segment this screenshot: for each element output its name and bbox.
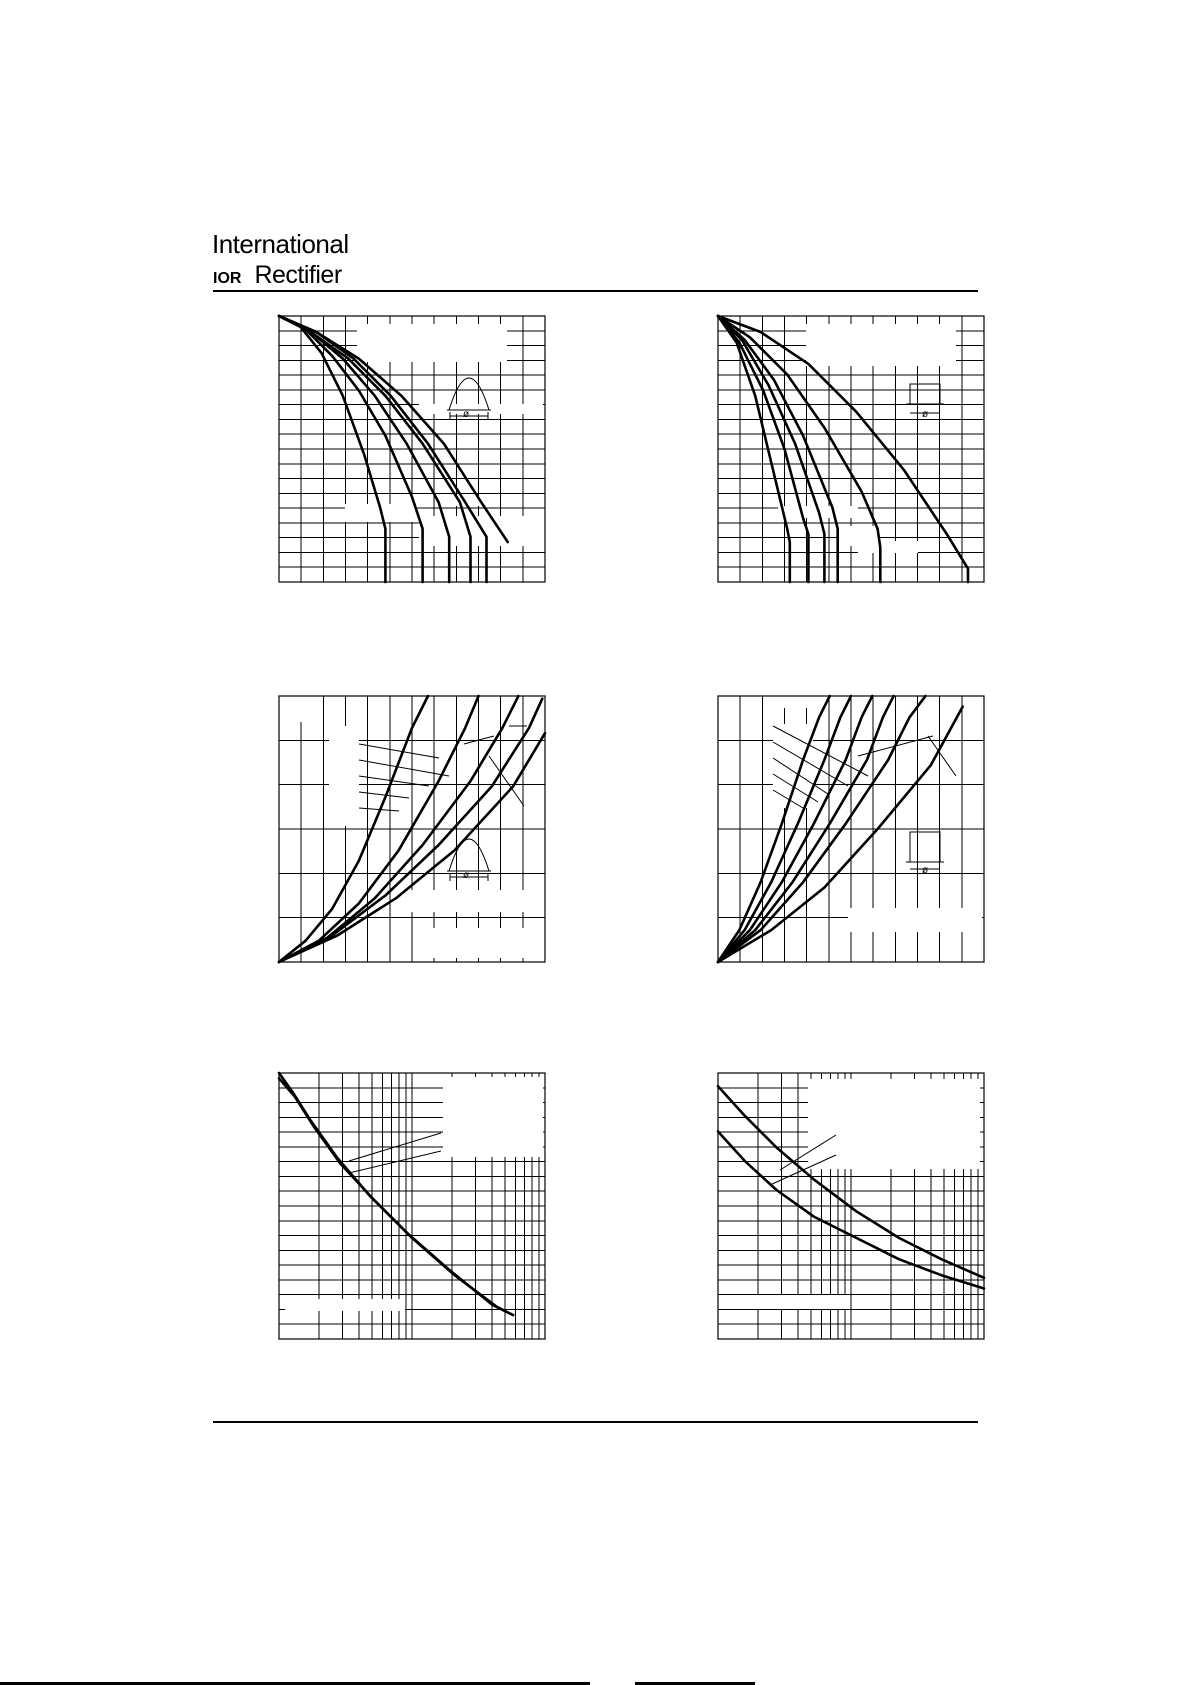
inset-rectangular-waveform xyxy=(906,832,944,876)
label-area xyxy=(419,404,543,414)
brand-name-international: International xyxy=(212,229,349,259)
label-area xyxy=(399,890,543,912)
label-area xyxy=(858,541,918,553)
label-masks xyxy=(345,324,545,546)
brand-line-rectifier xyxy=(212,261,342,290)
label-area xyxy=(848,908,982,932)
footer-rule xyxy=(213,1421,978,1423)
label-masks xyxy=(285,1077,543,1311)
brand-name-rectifier: Rectifier xyxy=(254,261,342,289)
chart-middle-right xyxy=(718,696,984,962)
chart-bottom-right xyxy=(718,1073,984,1339)
ior-logo-text: IOR xyxy=(213,269,242,287)
chart-bottom-left xyxy=(279,1073,545,1339)
brand-logo xyxy=(212,229,352,289)
leader-lines xyxy=(349,1133,441,1173)
label-area xyxy=(279,696,319,722)
label-area xyxy=(357,324,507,362)
chart-top-left xyxy=(279,316,545,582)
inset-sine-waveform xyxy=(447,839,491,881)
label-area xyxy=(768,696,808,708)
chart-top-right xyxy=(718,316,984,582)
conduction-angle-symbol: ø xyxy=(922,865,929,876)
conduction-angle-symbol: ø xyxy=(463,409,470,420)
chart-middle-left xyxy=(279,696,545,962)
label-area xyxy=(329,726,359,826)
conduction-angle-symbol: ø xyxy=(922,409,929,420)
header-rule xyxy=(213,290,978,292)
label-area xyxy=(285,1299,405,1311)
conduction-angle-symbol: ø xyxy=(463,870,470,881)
inset-square-icon xyxy=(906,832,944,869)
label-area xyxy=(429,928,539,958)
label-area xyxy=(806,324,956,366)
label-area xyxy=(726,1295,846,1309)
ior-logo-mark xyxy=(212,265,250,287)
label-area xyxy=(443,1077,543,1157)
